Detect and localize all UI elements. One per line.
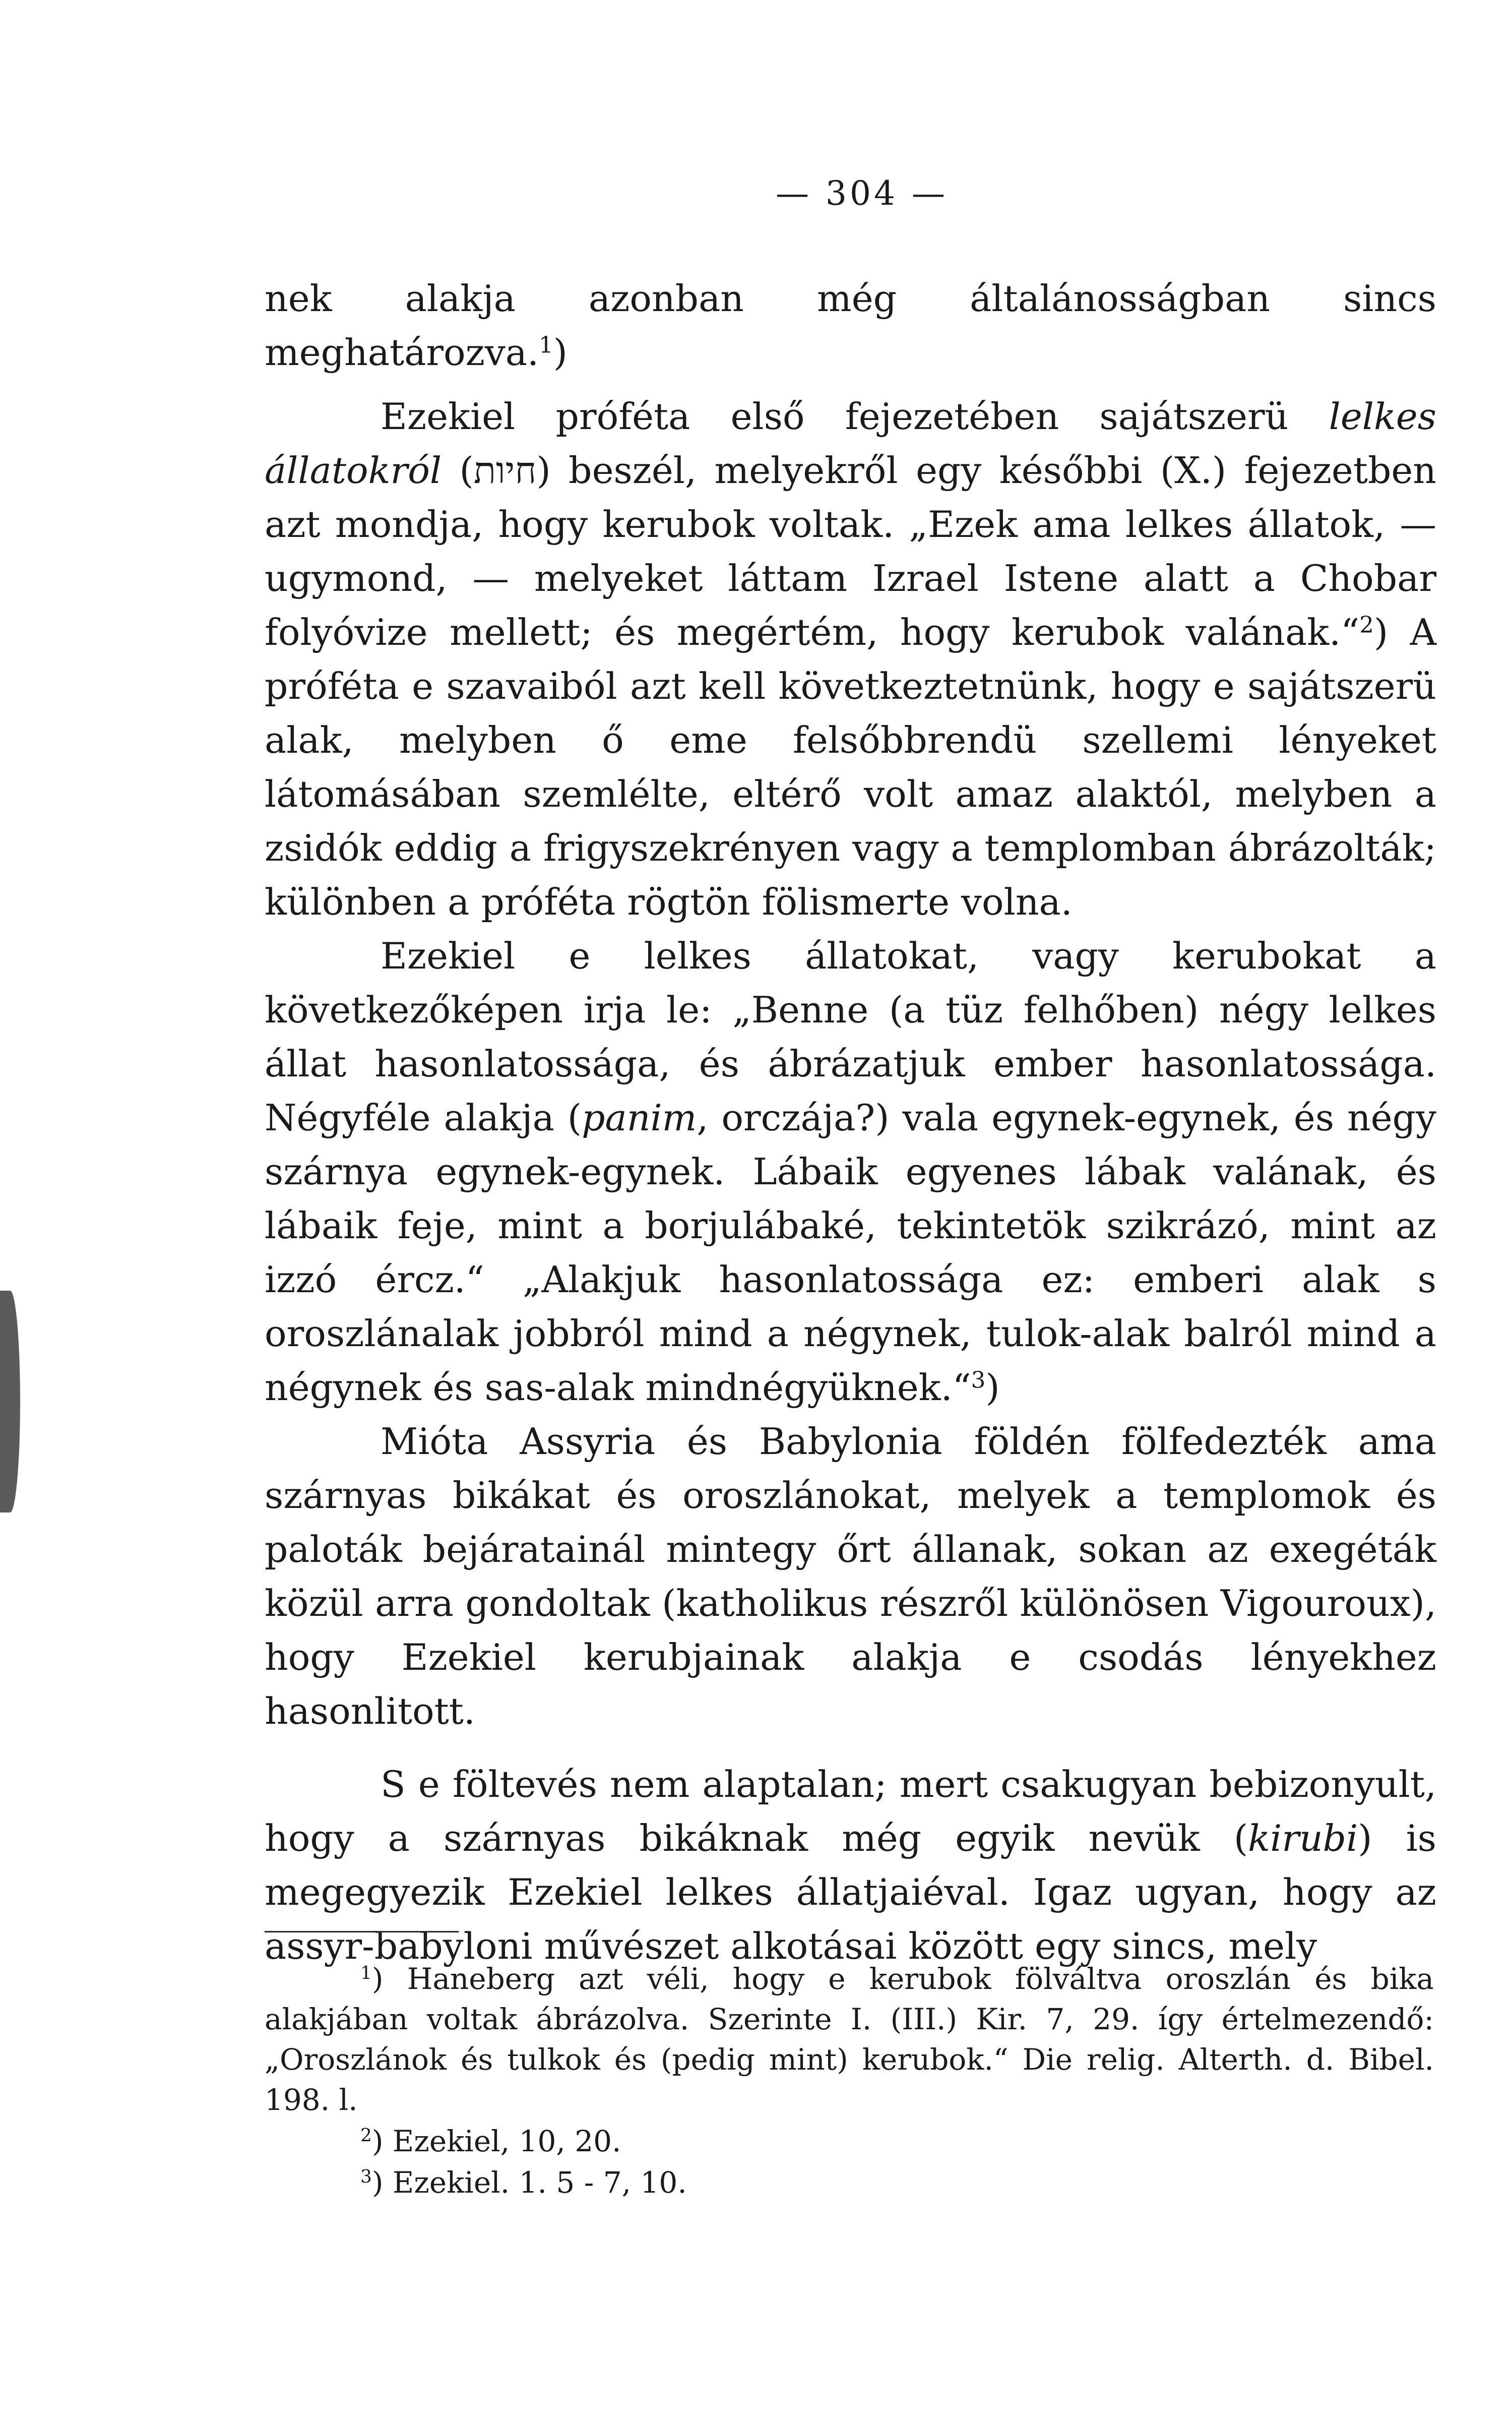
scan-edge-shadow bbox=[0, 1291, 20, 1512]
paragraph-5-part-a: S e föltevés nem alaptalan; mert csakugyan bebizonyult, hogy a szárnyas bikáknak még egyik nevük ( bbox=[265, 1764, 1436, 1860]
paragraph-3-part-a: Ezekiel e lelkes állatokat, vagy kerubokat a következőképen irja le: „Benne (a tüz felhőben) négy lelkes állat hasonlatossága, és ábrázatjuk ember hasonlatossága. Négyféle alakja ( bbox=[265, 935, 1436, 1139]
paragraph-1-text: nek alakja azonban még általánosságban sincs meghatározva. bbox=[265, 278, 1436, 374]
footnote-3-text: ) Ezekiel. 1. 5 - 7, 10. bbox=[371, 2165, 687, 2200]
footnote-ref-1: 1 bbox=[539, 331, 553, 358]
footnote-3 bbox=[265, 2162, 1434, 2203]
page-number: — 304 — bbox=[776, 174, 948, 213]
footnote-1-number: 1 bbox=[360, 1963, 372, 1984]
main-text bbox=[265, 272, 1436, 1974]
footnotes bbox=[265, 1959, 1434, 2203]
paragraph-4 bbox=[265, 1415, 1436, 1739]
paragraph-3-part-b: , orczája?) vala egynek-egynek, és négy szárnya egynek-egynek. Lábaik egyenes lábak valának, és lábaik feje, mint a borjulábaké, tekintetök szikrázó, mint az izzó ércz.“ „Alakjuk hasonlatossága ez: emberi alak s oroszlánalak jobbról mind a négynek, tulok-alak balról mind a négynek és sas-alak mindnégyüknek.“ bbox=[265, 1097, 1436, 1409]
paragraph-1 bbox=[265, 272, 1436, 380]
paragraph-5-part-b: ) is megegyezik Ezekiel lelkes állatjaiéval. Igaz ugyan, hogy az assyr-babyloni művészet alkotásai között egy sincs, mely bbox=[265, 1818, 1436, 1968]
paragraph-2 bbox=[265, 390, 1436, 930]
paragraph-2-part-b: ( bbox=[442, 450, 474, 492]
footnote-2-number: 2 bbox=[360, 2125, 372, 2146]
footnote-1-text: ) Haneberg azt véli, hogy e kerubok fölváltva oroszlán és bika alakjában voltak ábrázolva. Szerinte I. (III.) Kir. 7, 29. így értelmezendő: „Oroszlánok és tulkok és (pedig mint) kerubok.“ Die relig. Alterth. d. Bibel. 198. l. bbox=[265, 1962, 1434, 2117]
paragraph-4-text: Mióta Assyria és Babylonia földén fölfedezték ama szárnyas bikákat és oroszlánokat, melyek a templomok és paloták bejáratainál mintegy őrt állanak, sokan az exegéták közül arra gondoltak (katholikus részről különösen Vigouroux), hogy Ezekiel kerubjainak alakja e csodás lényekhez hasonlitott. bbox=[265, 1421, 1436, 1733]
paragraph-1-end: ) bbox=[553, 332, 568, 374]
footnote-divider bbox=[265, 1931, 459, 1932]
italic-term-lelkes-allatokrol: lelkes állatokról bbox=[265, 396, 1436, 492]
paragraph-5 bbox=[265, 1758, 1436, 1974]
paragraph-3 bbox=[265, 930, 1436, 1415]
paragraph-2-part-a: Ezekiel próféta első fejezetében sajátszerü bbox=[381, 396, 1329, 438]
italic-term-panim: panim bbox=[582, 1097, 697, 1139]
paragraph-3-end: ) bbox=[985, 1367, 1000, 1409]
italic-term-kirubi: kirubi bbox=[1248, 1818, 1358, 1860]
footnote-2 bbox=[265, 2121, 1434, 2161]
footnote-ref-3: 3 bbox=[971, 1366, 986, 1394]
paragraph-2-part-c: ) beszél, melyekről egy későbbi (X.) fejezetben azt mondja, hogy kerubok voltak. „Ezek ama lelkes állatok, — ugymond, — melyeket láttam Izrael Istene alatt a Chobar folyóvize mellett; és megértém, hogy kerubok valának.“ bbox=[265, 450, 1436, 654]
paragraph-2-part-d: ) A próféta e szavaiból azt kell következtetnünk, hogy e sajátszerü alak, melyben ő eme felsőbbrendü szellemi lényeket látomásában szemlélte, eltérő volt amaz alaktól, melyben a zsidók eddig a frigyszekrényen vagy a templomban ábrázolták; különben a próféta rögtön fölismerte volna. bbox=[265, 612, 1436, 924]
footnote-2-text: ) Ezekiel, 10, 20. bbox=[371, 2124, 621, 2158]
footnote-ref-2: 2 bbox=[1359, 611, 1374, 638]
hebrew-word: חיות bbox=[473, 450, 537, 492]
footnote-1 bbox=[265, 1959, 1434, 2120]
footnote-3-number: 3 bbox=[360, 2166, 372, 2188]
